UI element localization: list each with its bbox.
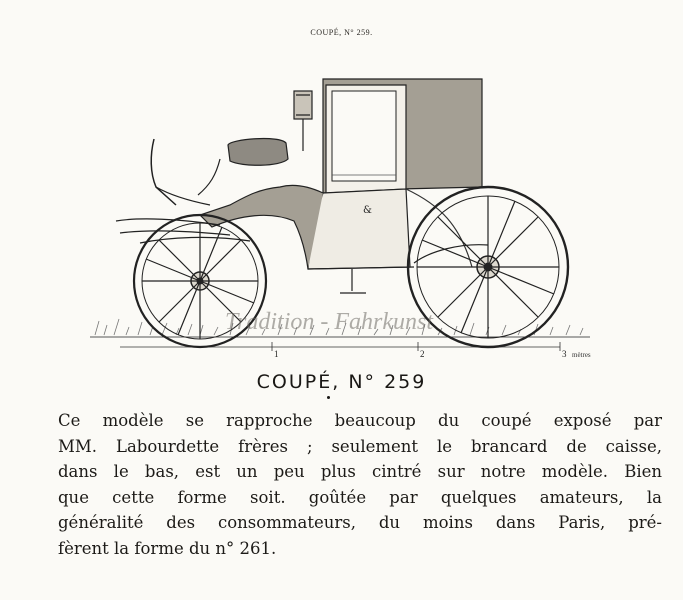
scale-bar (120, 342, 591, 359)
scale-mark-2: 2 (420, 349, 425, 359)
page-title: COUPÉ, N° 259 (256, 371, 427, 393)
description-line: Ce modèle se rapproche beaucoup du coupé exposé par (58, 411, 662, 430)
plate-caption: COUPÉ, N° 259. (310, 28, 373, 37)
carriage-illustration (80, 55, 600, 365)
description-line: généralité des consommateurs, du moins dans Paris, pré- (58, 513, 662, 532)
description-line: dans le bas, est un peu plus cintré sur notre modèle. Bien (58, 462, 662, 481)
description-line: que cette forme soit. goûtée par quelques amateurs, la (58, 487, 662, 507)
scale-unit: mètres (572, 351, 591, 359)
scale-mark-3: 3 (562, 349, 567, 359)
svg-text:&: & (363, 205, 372, 216)
coupe-carriage-drawing (80, 55, 600, 365)
description-line: MM. Labourdette frères ; seulement le brancard de caisse, (58, 436, 662, 456)
title-ornament-dot (327, 396, 330, 399)
carriage-body (116, 79, 488, 293)
description-line: fèrent la forme du n° 261. (58, 538, 277, 558)
description-paragraph (58, 408, 662, 561)
watermark: Tradition - Fahrkunst (225, 309, 434, 335)
scale-mark-1: 1 (274, 349, 279, 359)
